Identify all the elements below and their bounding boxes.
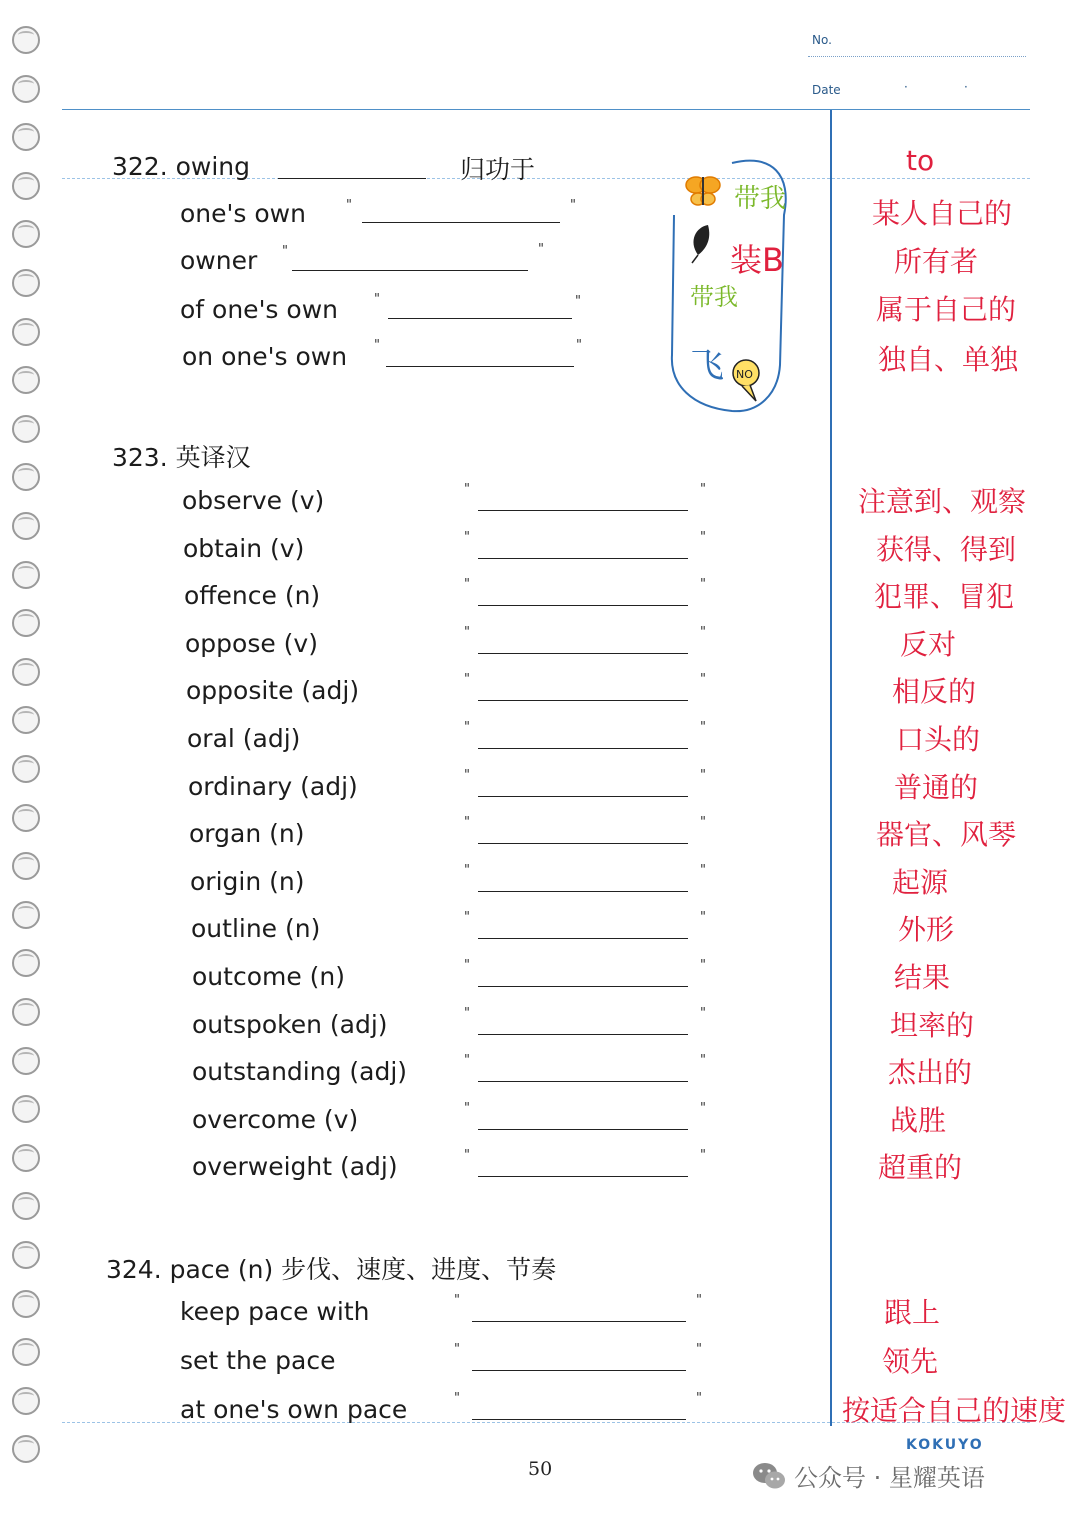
binding-ring bbox=[12, 1435, 40, 1463]
close-quote: " bbox=[700, 767, 706, 783]
vocab-answer: 犯罪、冒犯 bbox=[874, 580, 1015, 614]
open-quote: " bbox=[464, 815, 470, 831]
close-quote: " bbox=[700, 624, 706, 640]
header-rule bbox=[62, 109, 1030, 110]
binding-ring bbox=[12, 318, 40, 346]
open-quote: " bbox=[464, 767, 470, 783]
vocab-answer: 超重的 bbox=[878, 1151, 963, 1185]
close-quote: " bbox=[570, 198, 576, 213]
open-quote: " bbox=[464, 720, 470, 735]
open-quote: " bbox=[464, 910, 470, 926]
answer-blank bbox=[478, 986, 688, 987]
vocab-term: ordinary (adj) bbox=[188, 771, 358, 801]
close-quote: " bbox=[576, 338, 582, 353]
answer-ones-own: 某人自己的 bbox=[872, 197, 1013, 230]
binding-ring bbox=[12, 1192, 40, 1220]
vocab-answer: 普通的 bbox=[894, 770, 979, 804]
vocab-term: observe (v) bbox=[182, 486, 325, 515]
vocab-term: outspoken (adj) bbox=[192, 1009, 388, 1039]
binding-ring bbox=[12, 172, 40, 200]
open-quote: " bbox=[464, 862, 470, 878]
binding-ring bbox=[12, 658, 40, 686]
vocab-term: opposite (adj) bbox=[186, 676, 360, 706]
open-quote: " bbox=[464, 624, 470, 640]
close-quote: " bbox=[700, 910, 706, 926]
vocab-answer: 跟上 bbox=[884, 1296, 941, 1329]
vocab-answer: 注意到、观察 bbox=[858, 485, 1027, 518]
close-quote: " bbox=[575, 294, 581, 309]
binding-ring bbox=[12, 755, 40, 783]
open-quote: " bbox=[454, 1342, 460, 1357]
binding-rings bbox=[12, 26, 46, 1486]
close-quote: " bbox=[700, 672, 706, 688]
binding-ring bbox=[12, 75, 40, 103]
binding-ring bbox=[12, 1047, 40, 1075]
answer-blank bbox=[478, 843, 688, 844]
answer-top: to bbox=[906, 144, 935, 177]
binding-ring bbox=[12, 1095, 40, 1123]
open-quote: " bbox=[464, 577, 470, 593]
vocab-answer: 外形 bbox=[898, 913, 955, 947]
open-quote: " bbox=[282, 244, 288, 259]
date-dot: · bbox=[964, 80, 968, 94]
binding-ring bbox=[12, 1387, 40, 1415]
close-quote: " bbox=[696, 1342, 702, 1357]
date-label: Date bbox=[812, 83, 841, 97]
binding-ring bbox=[12, 1241, 40, 1269]
vocab-answer: 按适合自己的速度 bbox=[842, 1394, 1067, 1427]
vocab-answer: 领先 bbox=[882, 1345, 939, 1378]
open-quote: " bbox=[374, 338, 380, 353]
margin-rule bbox=[830, 110, 832, 1426]
vocab-answer: 结果 bbox=[894, 961, 951, 994]
section-322-meaning: 归功于 bbox=[460, 155, 536, 184]
answer-blank bbox=[478, 938, 688, 939]
close-quote: " bbox=[700, 1148, 706, 1164]
answer-blank bbox=[472, 1419, 686, 1420]
vocab-term: keep pace with bbox=[180, 1297, 370, 1326]
open-quote: " bbox=[464, 1005, 470, 1021]
term-owner: owner bbox=[180, 246, 258, 275]
speech-bubble-icon bbox=[733, 360, 759, 401]
answer-blank bbox=[386, 366, 574, 367]
open-quote: " bbox=[454, 1391, 460, 1406]
answer-blank bbox=[478, 748, 688, 749]
feather-icon bbox=[692, 225, 709, 263]
vocab-term: origin (n) bbox=[190, 866, 305, 896]
close-quote: " bbox=[696, 1293, 702, 1308]
vocab-term: offence (n) bbox=[184, 581, 321, 611]
open-quote: " bbox=[374, 292, 380, 307]
answer-on-ones-own: 独自、单独 bbox=[878, 343, 1019, 376]
open-quote: " bbox=[464, 1100, 470, 1116]
binding-ring bbox=[12, 1338, 40, 1366]
binding-ring bbox=[12, 852, 40, 880]
vocab-term: outcome (n) bbox=[192, 962, 346, 991]
sticker-text-1: 带我 bbox=[734, 184, 787, 214]
answer-blank bbox=[472, 1370, 686, 1371]
binding-ring bbox=[12, 804, 40, 832]
binding-ring bbox=[12, 998, 40, 1026]
vocab-term: overcome (v) bbox=[192, 1104, 359, 1134]
close-quote: " bbox=[700, 529, 706, 545]
open-quote: " bbox=[464, 482, 470, 497]
answer-blank bbox=[478, 700, 688, 701]
open-quote: " bbox=[464, 529, 470, 545]
section-324-heading: 324. pace (n) 步伐、速度、进度、节奏 bbox=[106, 1255, 557, 1284]
vocab-term: outline (n) bbox=[191, 914, 321, 944]
answer-blank bbox=[478, 1129, 688, 1130]
binding-ring bbox=[12, 26, 40, 54]
sticker-bubble-text: NO bbox=[736, 368, 753, 381]
close-quote: " bbox=[700, 958, 706, 973]
answer-blank bbox=[478, 653, 688, 654]
sticker-text-3: 带我 bbox=[690, 283, 738, 311]
open-quote: " bbox=[464, 672, 470, 688]
answer-blank bbox=[278, 178, 426, 179]
binding-ring bbox=[12, 609, 40, 637]
vocab-term: oral (adj) bbox=[187, 724, 301, 753]
binding-ring bbox=[12, 220, 40, 248]
close-quote: " bbox=[696, 1391, 702, 1406]
answer-blank bbox=[478, 1081, 688, 1082]
answer-blank bbox=[362, 222, 560, 223]
vocab-answer: 战胜 bbox=[890, 1103, 947, 1137]
vocab-answer: 器官、风琴 bbox=[876, 818, 1017, 852]
answer-blank bbox=[388, 318, 572, 319]
term-ones-own: one's own bbox=[180, 199, 306, 228]
sticker-doodle bbox=[662, 155, 792, 417]
close-quote: " bbox=[700, 577, 706, 593]
answer-blank bbox=[478, 1176, 688, 1177]
answer-blank bbox=[478, 1034, 688, 1035]
page-number: 50 bbox=[528, 1458, 553, 1480]
wechat-icon bbox=[752, 1461, 786, 1491]
vocab-term: at one's own pace bbox=[180, 1395, 408, 1424]
butterfly-icon bbox=[686, 177, 720, 205]
sticker-text-2: 装B bbox=[730, 241, 784, 279]
term-on-ones-own: on one's own bbox=[182, 342, 348, 371]
open-quote: " bbox=[346, 198, 352, 213]
close-quote: " bbox=[700, 1100, 706, 1116]
vocab-answer: 坦率的 bbox=[890, 1008, 975, 1042]
answer-blank bbox=[478, 796, 688, 797]
vocab-answer: 口头的 bbox=[896, 723, 981, 756]
vocab-term: obtain (v) bbox=[183, 533, 305, 563]
watermark bbox=[752, 1458, 985, 1493]
answer-of-ones-own: 属于自己的 bbox=[876, 293, 1017, 326]
answer-blank bbox=[292, 270, 528, 271]
binding-ring bbox=[12, 123, 40, 151]
binding-ring bbox=[12, 415, 40, 443]
watermark-text: 公众号 · 星耀英语 bbox=[794, 1464, 985, 1492]
answer-blank bbox=[478, 891, 688, 892]
brand-logo: KOKUYO bbox=[906, 1437, 984, 1453]
close-quote: " bbox=[700, 1053, 706, 1069]
vocab-term: outstanding (adj) bbox=[192, 1057, 408, 1087]
no-label: No. bbox=[812, 33, 832, 47]
close-quote: " bbox=[700, 482, 706, 497]
vocab-answer: 起源 bbox=[892, 865, 949, 899]
vocab-term: overweight (adj) bbox=[192, 1152, 398, 1182]
answer-blank bbox=[472, 1321, 686, 1322]
close-quote: " bbox=[538, 242, 544, 257]
vocab-term: oppose (v) bbox=[185, 628, 318, 658]
close-quote: " bbox=[700, 720, 706, 735]
binding-ring bbox=[12, 949, 40, 977]
binding-ring bbox=[12, 366, 40, 394]
vocab-answer: 反对 bbox=[900, 627, 957, 661]
binding-ring bbox=[12, 463, 40, 491]
close-quote: " bbox=[700, 815, 706, 831]
vocab-answer: 获得、得到 bbox=[876, 532, 1017, 566]
close-quote: " bbox=[700, 1005, 706, 1021]
section-323-heading: 323. 英译汉 bbox=[112, 443, 251, 472]
binding-ring bbox=[12, 901, 40, 929]
date-dot: · bbox=[904, 80, 908, 94]
vocab-answer: 相反的 bbox=[892, 675, 977, 709]
answer-blank bbox=[478, 558, 688, 559]
binding-ring bbox=[12, 512, 40, 540]
term-of-ones-own: of one's own bbox=[180, 295, 338, 324]
answer-blank bbox=[478, 605, 688, 606]
binding-ring bbox=[12, 1144, 40, 1172]
no-dotted-line bbox=[808, 56, 1026, 57]
vocab-answer: 杰出的 bbox=[888, 1056, 973, 1090]
section-322-heading: 322. owing bbox=[112, 152, 251, 181]
binding-ring bbox=[12, 269, 40, 297]
open-quote: " bbox=[464, 1148, 470, 1164]
binding-ring bbox=[12, 1290, 40, 1318]
answer-owner: 所有者 bbox=[894, 245, 979, 278]
open-quote: " bbox=[464, 1053, 470, 1069]
answer-blank bbox=[478, 510, 688, 511]
binding-ring bbox=[12, 706, 40, 734]
vocab-term: organ (n) bbox=[189, 819, 305, 849]
binding-ring bbox=[12, 561, 40, 589]
vocab-term: set the pace bbox=[180, 1346, 336, 1375]
sticker-text-4: 飞 bbox=[690, 346, 724, 386]
open-quote: " bbox=[464, 958, 470, 973]
close-quote: " bbox=[700, 862, 706, 878]
open-quote: " bbox=[454, 1293, 460, 1308]
